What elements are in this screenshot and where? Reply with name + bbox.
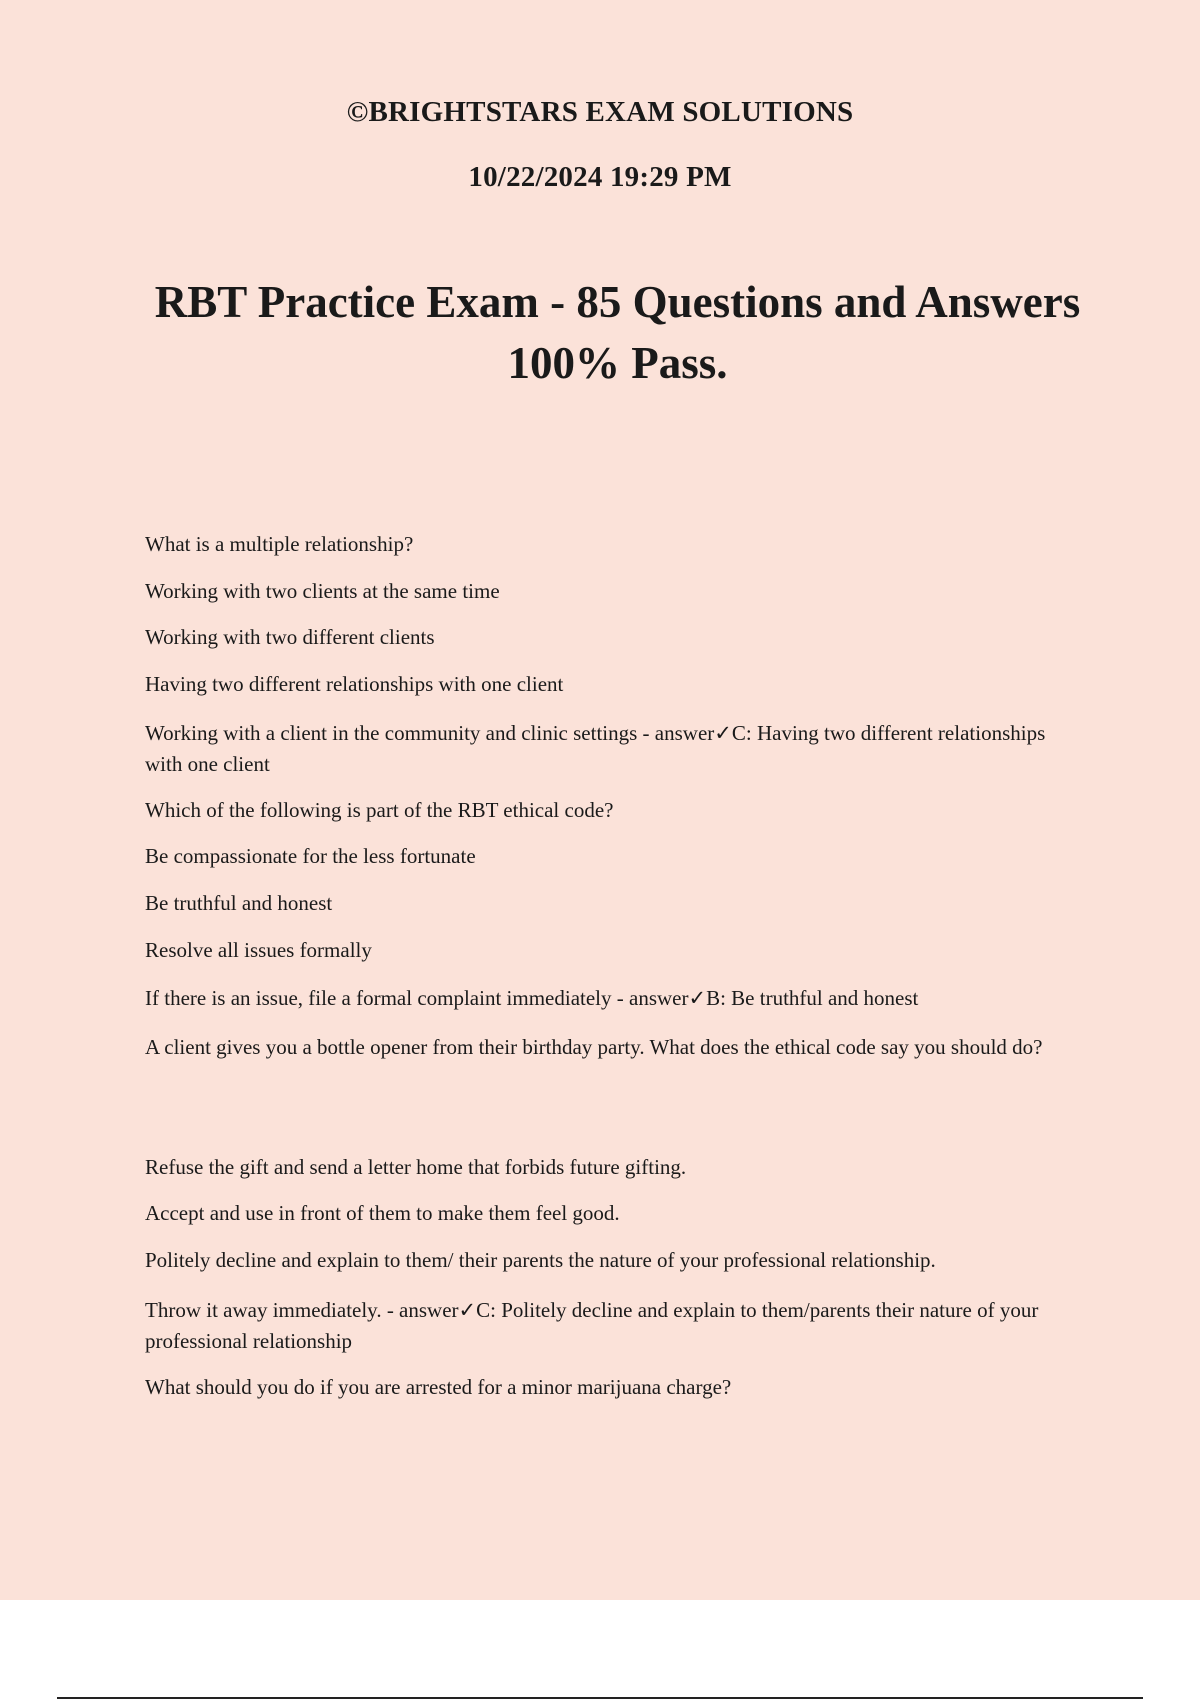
- question-line: A client gives you a bottle opener from their birthday party. What does the ethical code say you should do?: [145, 1035, 1043, 1059]
- answer-line: If there is an issue, file a formal complaint immediately - answer✓B: Be truthful and honest: [145, 986, 919, 1010]
- document-title: RBT Practice Exam - 85 Questions and Answers 100% Pass.: [154, 277, 1081, 388]
- option-line: Refuse the gift and send a letter home that forbids future gifting.: [145, 1155, 687, 1179]
- option-line: Politely decline and explain to them/ their parents the nature of your professional relationship.: [145, 1248, 936, 1272]
- header-company: ©BRIGHTSTARS EXAM SOLUTIONS: [346, 96, 854, 128]
- header-datetime: 10/22/2024 19:29 PM: [468, 161, 732, 193]
- option-line: Be truthful and honest: [145, 891, 333, 915]
- option-line: Working with two different clients: [145, 625, 435, 649]
- qa-list: [145, 0, 1085, 1600]
- footer-divider: [57, 1697, 1143, 1699]
- answer-line: Throw it away immediately. - answer✓C: Politely decline and explain to them/parents their nature of your professional relationship: [145, 1298, 1039, 1353]
- option-line: Having two different relationships with one client: [145, 672, 564, 696]
- answer-line: Working with a client in the community and clinic settings - answer✓C: Having two different relationships with one client: [145, 721, 1046, 776]
- option-line: Accept and use in front of them to make them feel good.: [145, 1201, 620, 1225]
- option-line: Working with two clients at the same time: [145, 579, 500, 603]
- option-line: Be compassionate for the less fortunate: [145, 844, 476, 868]
- question-line: Which of the following is part of the RBT ethical code?: [145, 798, 614, 822]
- question-line: What should you do if you are arrested for a minor marijuana charge?: [145, 1375, 732, 1399]
- option-line: Resolve all issues formally: [145, 938, 372, 962]
- question-line: What is a multiple relationship?: [145, 532, 414, 556]
